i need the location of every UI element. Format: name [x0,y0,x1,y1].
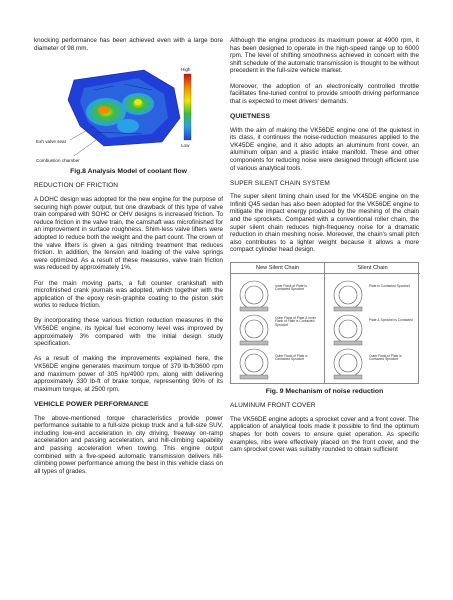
paragraph-torque: As a result of making the improvements explained here, the VK56DE engine generates maximum torque of 379 lb-ft/3600 rpm and maximum power of 305 hp/4900 rpm, along with delivering approximately 330 lb-ft of brake torque, representing 90% of its maximum torque, at 2500 rpm. [34,355,223,393]
paragraph-silent-chain: The super silent timing chain used for the VK45DE engine on the Infiniti Q45 sedan has also been adopted for the VK56DE engine to mitigate the impact energy produced by the meshing of the chain and the sprockets. Compared with a conventional roller chain, the super silent chain reduces high-frequency noise for a dramatic reduction in chain meshing noise. Moreover, the chain's small pitch also contributes to a lighter weight because it allows a more compact cylinder head design. [230,193,419,254]
new-chain-note-3: Outer Flank of Plate is Contacted Sprocket [275,353,308,362]
paragraph-knocking: knocking performance has been achieved even with a large bore diameter of 98 mm. [34,37,223,52]
silent-chain-note-3: Outer Flank of Plate is Contacted Sprocket [369,353,402,362]
right-column [230,37,419,461]
paragraph-front-cover: The VK56DE engine adopts a sprocket cover and a front cover. The application of analytical tools made it possible to find the optimum shapes for both covers to ensure quiet operation. As specific examples, ribs were effectively placed on the front cover, and the cam sprocket cover was suitably rounded to obtain sufficient [230,415,419,454]
figure-8-caption: Fig.8 Analysis Model of coolant flow [70,167,187,175]
paragraph-fuel-economy: By incorporating these various friction reduction measures in the VK56DE engine, its typical fuel economy level was improved by approximately 3% compared with the initial design study specification. [34,317,223,348]
new-silent-chain-panel [231,263,325,383]
new-chain-note-2: Outer Flank of Plate & Inner Flank of Plate is Contacted Sprocket [275,315,316,328]
figure-noise-reduction [230,262,419,384]
paragraph-throttle: Moreover, the adoption of an electronically controlled throttle facilitates fine-tuned control to provide smooth driving performance that is expected to meet drivers' demands. [230,82,419,105]
figure-9-caption: Fig. 9 Mechanism of noise reduction [265,387,384,395]
silent-chain-note-2: Plate & Sprocket is Contacted [369,317,413,322]
paragraph-quietness: With the aim of making the VK56DE engine one of the quietest in its class, it continues the noise-reduction measures applied to the VK45DE engine, and it also adopts an aluminum front cover, an aluminum oilpan and a plastic intake manifold. These and other components for reducing noise were designed through efficient use of various analytical tools. [230,126,419,172]
scale-low-label: Low [181,142,190,148]
combustion-chamber-label: Combustion chamber [36,157,80,163]
section-reduction-of-friction: REDUCTION OF FRICTION [34,182,119,190]
section-quietness: QUIETNESS [230,112,271,120]
left-column [34,37,223,483]
paragraph-crankshaft: For the main moving parts, a full counter crankshaft with microfinished crank journals was adopted, which together with the application of the epoxy resin-graphite coating to the piston skirt works to reduce friction. [34,279,223,310]
figure-coolant-flow [34,60,223,164]
silent-chain-panel [325,263,420,383]
new-chain-note-1: Inner Flank of Plate is Contacted Sprocket [275,283,307,292]
silent-chain-header: Silent Chain [325,263,420,274]
section-super-silent-chain: SUPER SILENT CHAIN SYSTEM [230,179,330,187]
new-chain-sprocket-drawings [234,277,274,382]
paragraph-power-performance: The above-mentioned torque characteristics provide power performance suitable to a full-size pickup truck and a full-size SUV, including low-end acceleration in city driving, freeway on-ramp acceleration and passing acceleration, and hill-climbing capability and passing acceleration when towing. This engine output combined with a five-speed automatic transmission delivers hill-climbing power performance among the best in this vehicle class on all types of grades. [34,414,223,475]
silent-chain-sprocket-drawings [328,277,368,382]
paragraph-max-power: Although the engine produces its maximum power at 4900 rpm, it has been designed to operate in the high-speed range up to 6000 rpm. The level of shifting smoothness achieved in concert with the shift schedule of the automatic transmission is thought to be without precedent in the full-size vehicle market. [230,37,419,75]
coolant-flow-image [34,60,223,164]
silent-chain-note-1: Plate is Contacted Sprocket [369,283,410,288]
paragraph-dohc: A DOHC design was adopted for the new engine for the purpose of securing high power output, but one drawback of this type of valve train compared with SOHC or OHV designs is increased friction. To reduce friction in the valve train, the camshaft was microfinished for an improvement in surface roughness. Shim-less valve lifters were adopted to reduce both the weight and the part count. The crown of the valve lifters is given a gas nitriding treatment that reduces friction. In addition, the tension and loading of the valve springs were optimized. As a result of these measures, valve train friction was reduced by approximately 1%. [34,195,223,272]
scale-high-label: High [181,66,191,72]
section-aluminum-front-cover: ALUMINUM FRONT COVER [230,402,316,410]
new-silent-chain-header: New Silent Chain [231,263,324,274]
exh-valve-seat-label: Exh valve seat [36,138,66,144]
section-vehicle-power-performance: VEHICLE POWER PERFORMANCE [34,401,149,408]
